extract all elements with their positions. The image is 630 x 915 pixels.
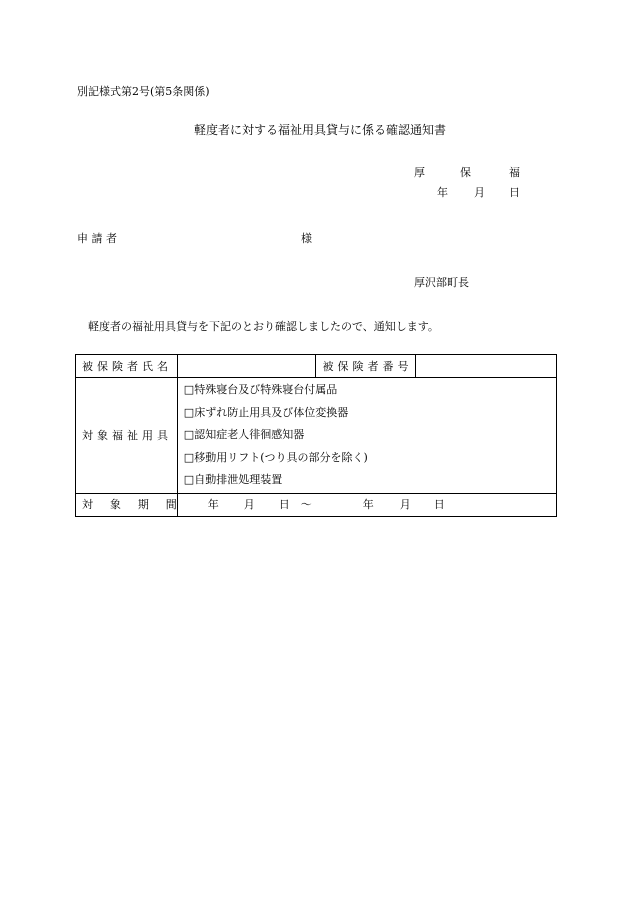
- equipment-label: 対象福祉用具: [76, 378, 178, 494]
- period-end-day: 日: [433, 497, 445, 511]
- date-month: 月: [474, 186, 485, 199]
- equipment-checkbox-item[interactable]: □特殊寝台及び特殊寝台付属品: [183, 383, 338, 396]
- issuer-name: 厚沢部町長: [414, 276, 469, 289]
- equipment-checkbox-item[interactable]: □床ずれ防止用具及び体位変換器: [183, 405, 349, 419]
- period-start-year: 年: [207, 497, 219, 511]
- document-title: 軽度者に対する福祉用具貸与に係る確認通知書: [194, 123, 447, 137]
- form-number: 別記様式第2号(第5条関係): [77, 85, 210, 98]
- confirmation-table: [75, 354, 557, 517]
- body-text: 軽度者の福祉用具貸与を下記のとおり確認しましたので、通知します。: [88, 320, 439, 333]
- applicant-label: 申 請 者: [77, 232, 117, 245]
- doc-number-part: 厚: [414, 166, 425, 179]
- equipment-checkbox-item[interactable]: □自動排泄処理装置: [183, 473, 283, 486]
- applicant-honorific: 様: [301, 232, 312, 245]
- period-separator: ～: [300, 497, 312, 511]
- doc-number-part: 福: [509, 166, 520, 179]
- period-label: 対象期間: [76, 493, 178, 516]
- period-field[interactable]: [177, 493, 556, 516]
- doc-number-part: 保: [460, 166, 471, 179]
- equipment-checkbox-item[interactable]: □認知症老人徘徊感知器: [183, 428, 305, 441]
- period-row: [76, 493, 557, 516]
- period-start-month: 月: [243, 497, 255, 511]
- insured-name-label: 被保険者氏名: [76, 355, 178, 378]
- period-end-year: 年: [362, 497, 374, 511]
- period-end-month: 月: [399, 497, 411, 511]
- equipment-list: [177, 378, 556, 494]
- period-start-day: 日: [278, 497, 290, 511]
- date-year: 年: [437, 186, 448, 199]
- equipment-row: [76, 378, 557, 494]
- equipment-checkbox-item[interactable]: □移動用リフト(つり具の部分を除く): [183, 450, 368, 464]
- insured-number-label: 被保険者番号: [316, 355, 416, 378]
- insured-row: [76, 355, 557, 378]
- insured-number-field[interactable]: [416, 355, 557, 378]
- insured-name-field[interactable]: [177, 355, 316, 378]
- date-day: 日: [509, 186, 520, 199]
